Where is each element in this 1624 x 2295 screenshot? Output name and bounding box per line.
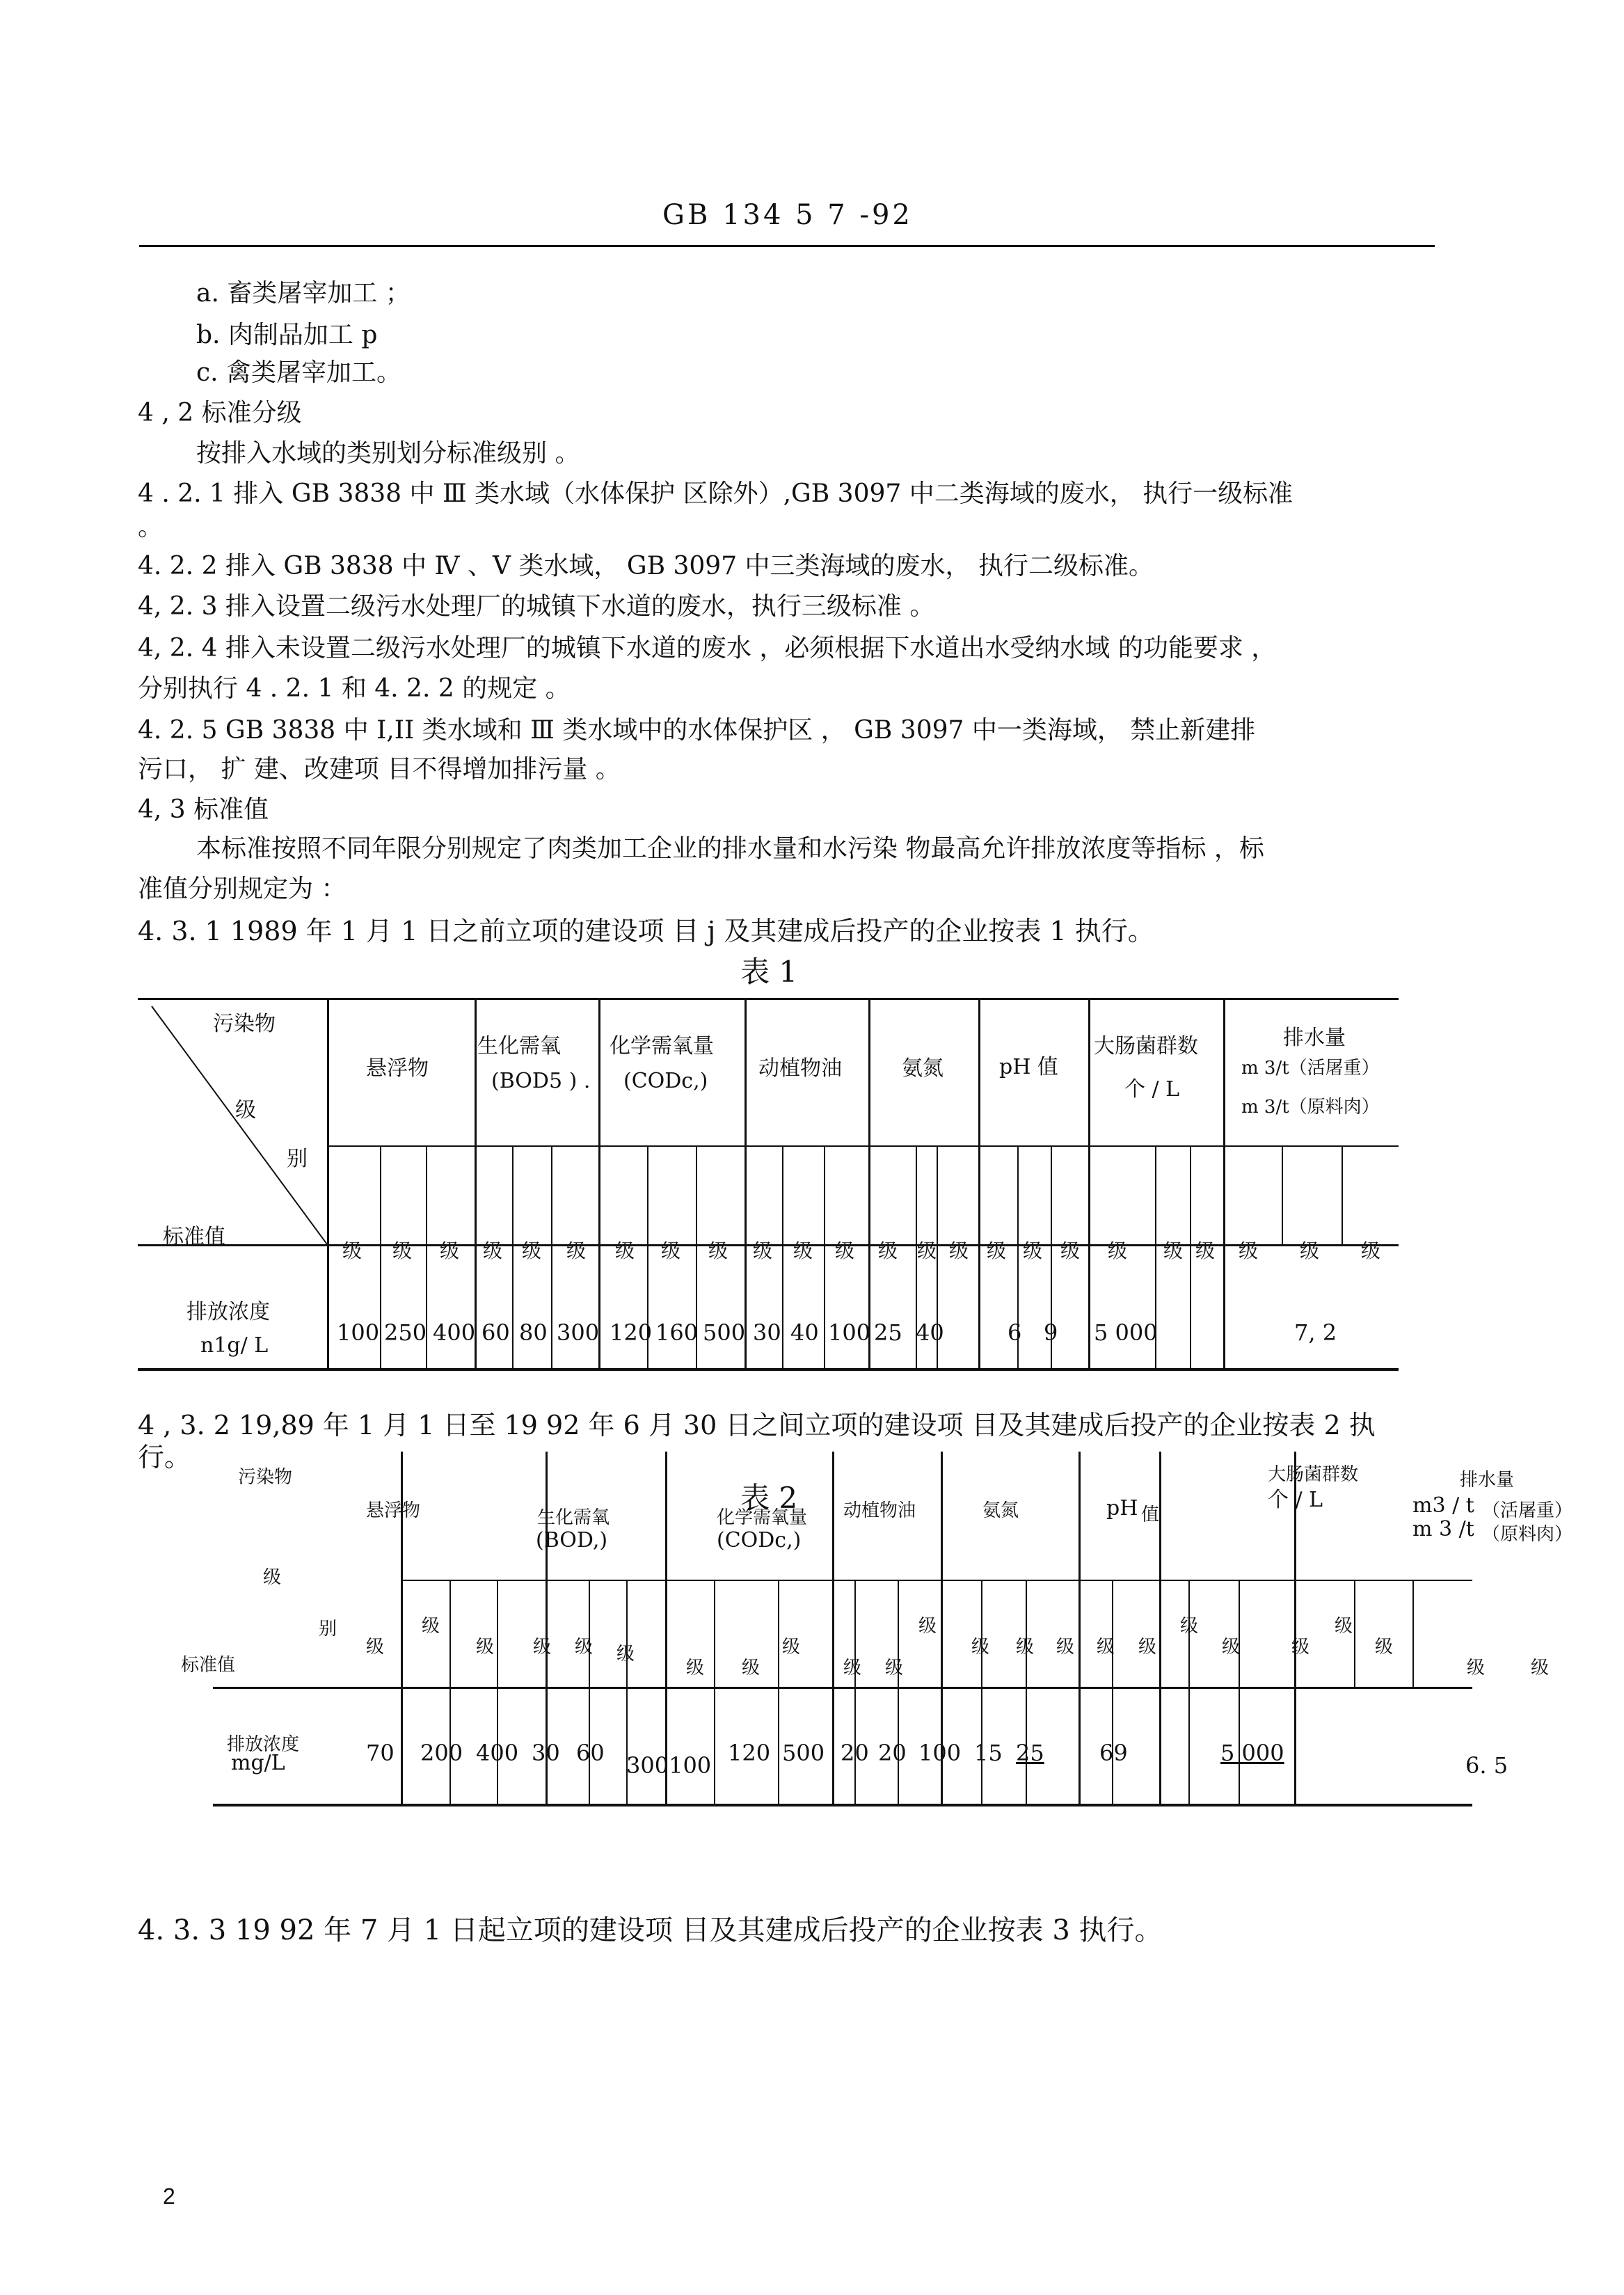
table1-vline [598,998,600,1369]
table2-grade: 级 [1467,1658,1486,1678]
table1-header-bod-unit: (BOD5 ) . [491,1069,591,1093]
section-4-2-body: 按排入水域的类别划分标准级别 。 [196,439,580,468]
table2-value-bod-2: 60 [576,1740,605,1766]
table1-header-drainage: 排水量 [1283,1026,1346,1050]
section-4-3-3: 4. 3. 3 19 92 年 7 月 1 日起立项的建设项 目及其建成后投产的企业按表 3 执行。 [138,1914,1163,1946]
table1-value-oil-2: 40 [790,1319,819,1346]
table2-value-ss-2: 200 [420,1740,463,1766]
table2-grade: 级 [616,1644,635,1665]
table1-value-coliform: 5 000 [1094,1319,1158,1346]
table2-header-drainage-meat: （原料肉） [1482,1524,1573,1545]
table2-grade: 级 [1375,1637,1394,1658]
table2-vline-minor [854,1581,856,1805]
table1-grade: 级 [1195,1239,1216,1262]
table2-vline-minor [589,1581,590,1805]
table1-value-ss-3: 400 [433,1319,476,1346]
table1-vline [1223,998,1225,1369]
table2-vline [1159,1452,1161,1805]
table1-value-ss-2: 250 [384,1319,427,1346]
table1-header-rule [327,1145,1399,1147]
table1-vline-minor [1282,1147,1283,1244]
table2-grade: 级 [971,1637,990,1658]
table2-header-ph-unit: 值 [1141,1504,1160,1525]
table2-value-ss-3: 400 [476,1740,519,1766]
section-4-2-5-line2: 污口， 扩 建、改建项 目不得增加排污量 。 [138,755,621,784]
table2-vline-minor [1112,1581,1113,1805]
table1-header-bod: 生化需氧 [477,1034,561,1058]
table1-header-cod-unit: (CODc,) [623,1069,708,1093]
table2-vline-minor [1412,1581,1414,1687]
section-4-3-body-line2: 准值分别规定为 ： [138,875,347,903]
table1-grade: 级 [1300,1239,1320,1262]
table2-value-bod-cod: 300100 [626,1752,712,1779]
section-4-3-2-line2: 行。 [138,1442,191,1472]
table1-grade: 级 [566,1239,587,1262]
table2-grade: 级 [366,1637,385,1658]
list-item-a: a. 畜类屠宰加工 ； [196,279,411,308]
table2-grade: 级 [742,1658,761,1678]
table1-grade: 级 [987,1239,1007,1262]
table1-value-nh-1: 25 [874,1319,902,1346]
table2-caption: 表 2 [740,1481,798,1515]
table1-vline [868,998,870,1369]
table1-corner-standard: 标准值 [163,1225,225,1249]
table2-corner-standard: 标准值 [181,1655,236,1676]
table2-value-oil-3: 100 [918,1740,962,1766]
table1-corner-pollutant: 污染物 [213,1012,276,1036]
document-code: GB 134 5 7 -92 [662,199,913,231]
table1-header-drainage-live: m 3/t（活屠重） [1241,1058,1380,1079]
table2-row-label: 排放浓度 [227,1734,300,1755]
table1-grade: 级 [1023,1239,1043,1262]
table1-vline [745,998,747,1369]
table1-vline-minor [824,1147,825,1369]
table1-header-coliform-unit: 个 / L [1124,1077,1180,1102]
table2-grade: 级 [686,1658,705,1678]
header-rule [139,245,1435,247]
table2-header-drainage: 排水量 [1460,1470,1515,1491]
list-item-b: b. 肉制品加工 p [196,321,378,349]
table1-grade: 级 [793,1239,813,1262]
table1-header-oil: 动植物油 [758,1056,842,1081]
table1-vline-minor [551,1147,552,1369]
table2-value-nh-2: 25 [1016,1740,1044,1766]
table2-vline-minor [1026,1581,1027,1805]
table2-value-bod-1: 30 [532,1740,560,1766]
table2-value-oil-2: 20 [878,1740,907,1766]
table1-row-label: 排放浓度 [186,1300,270,1324]
table1-row-unit: n1g/ L [200,1333,269,1358]
section-4-3-heading: 4, 3 标准值 [138,795,269,824]
table2-header-bod: 生化需氧 [537,1507,610,1528]
table1-vline-minor [512,1147,514,1369]
table1-grade: 级 [661,1239,681,1262]
section-4-2-2: 4. 2. 2 排入 GB 3838 中 Ⅳ 、Ⅴ 类水域， GB 3097 中三类海域的废水， 执行二级标准。 [138,552,1154,580]
table2-grade: 级 [1016,1637,1035,1658]
table2-grade: 级 [1097,1637,1115,1658]
table1-value-bod-2: 80 [519,1319,548,1346]
table2-grade: 级 [1222,1637,1241,1658]
table1-value-bod-3: 300 [557,1319,600,1346]
table1-caption: 表 1 [740,955,798,989]
section-4-2-4-line1: 4, 2. 4 排入未设置二级污水处理厂的城镇下水道的废水 ，必须根据下水道出水受纳水域 的功能要求 ， [138,634,1277,662]
table2-value-cod-3: 500 [782,1740,825,1766]
table2-header-ammonia: 氨氮 [982,1500,1019,1521]
table2-header-drainage-meat-unit: m 3 /t [1412,1517,1474,1541]
table1-header-ph: pH 值 [999,1055,1058,1079]
table2-grade: 级 [843,1658,862,1678]
table2-vline-minor [1354,1581,1355,1687]
table2-vline-minor [714,1581,715,1805]
table2-vline-minor [1239,1581,1240,1805]
table2-grade: 级 [1056,1637,1075,1658]
table2-vline-minor [981,1581,982,1805]
section-4-2-heading: 4 , 2 标准分级 [138,399,302,427]
table1-grade: 级 [522,1239,542,1262]
table1-vline-minor [1190,1147,1191,1369]
table2-corner-bie: 别 [319,1619,337,1639]
table1-value-drainage: 7, 2 [1294,1319,1337,1346]
section-4-3-body-line1: 本标准按照不同年限分别规定了肉类加工企业的排水量和水污染 物最高允许排放浓度等指标 ，标 [196,834,1264,863]
table2-value-cod-2: 120 [728,1740,771,1766]
table2-value-drainage: 6. 5 [1465,1752,1508,1779]
table1-header-drainage-meat: m 3/t（原料肉） [1241,1097,1380,1118]
table2-grade: 级 [533,1637,552,1658]
table1-vline-minor [1342,1147,1343,1244]
table1-value-cod-3: 500 [703,1319,746,1346]
table2-grade: 级 [1180,1616,1199,1637]
table2-grade: 级 [1138,1637,1157,1658]
table1-vline [978,998,980,1369]
table1-grade: 级 [615,1239,635,1262]
table2-vline [1078,1452,1081,1805]
table2-header-coliform-unit: 个 / L [1268,1488,1323,1512]
table1-corner-bie: 别 [287,1147,308,1171]
table2-value-nh-1: 15 [974,1740,1003,1766]
table1-value-oil-1: 30 [753,1319,781,1346]
table1-grade: 级 [483,1239,503,1262]
section-4-3-2-line1: 4 , 3. 2 19,89 年 1 月 1 日至 19 92 年 6 月 30 日之间立项的建设项 目及其建成后投产的企业按表 2 执 [138,1410,1376,1440]
table1-value-ss-1: 100 [337,1319,380,1346]
table2-grade: 级 [1335,1616,1353,1637]
table2-vline [832,1452,834,1805]
table2-grade: 级 [782,1637,801,1658]
table1-header-coliform: 大肠菌群数 [1094,1034,1198,1058]
table1-value-bod-1: 60 [481,1319,510,1346]
table1-vline-minor [380,1147,381,1369]
table1-value-ph-2: 9 [1044,1319,1058,1346]
table2-value-ph: 69 [1099,1740,1128,1766]
table2-header-cod: 化学需氧量 [717,1507,808,1528]
table1-grade: 级 [1060,1239,1081,1262]
table1-grade: 级 [1108,1239,1128,1262]
table1-corner-grade: 级 [235,1098,256,1122]
section-4-3-1: 4. 3. 1 1989 年 1 月 1 日之前立项的建设项 目 j 及其建成后投产的企业按表 1 执行。 [138,916,1154,946]
table1-grade: 级 [1239,1239,1259,1262]
table2-header-drainage-live-unit: m3 / t [1412,1493,1474,1518]
table2-header-cod-unit: (CODc,) [717,1528,802,1552]
table1-vline [1088,998,1090,1369]
section-4-2-1-cont: 。 [138,513,164,541]
table2-value-coliform: 5 000 [1220,1740,1284,1766]
table2-vline-minor [778,1581,779,1805]
table2-vline-minor [449,1581,451,1805]
section-4-2-1: 4 . 2. 1 排入 GB 3838 中 Ⅲ 类水域（水体保护 区除外）,GB 3097 中二类海域的废水， 执行一级标准 [138,479,1293,508]
table2-header-coliform: 大肠菌群数 [1268,1464,1359,1485]
table1-grade: 级 [708,1239,729,1262]
table2-header-drainage-live: （活屠重） [1482,1500,1573,1521]
table2-grade: 级 [885,1658,904,1678]
table1-grade: 级 [440,1239,460,1262]
section-4-2-3: 4, 2. 3 排入设置二级污水处理厂的城镇下水道的废水，执行三级标准 。 [138,592,935,621]
table1-value-oil-3: 100 [828,1319,871,1346]
table1-value-cod-1: 120 [610,1319,653,1346]
table1-grade: 级 [342,1239,363,1262]
table2-value-ss-1: 70 [366,1740,395,1766]
table1-grade: 级 [1163,1239,1184,1262]
section-4-2-5-line1: 4. 2. 5 GB 3838 中 I,II 类水域和 Ⅲ 类水域中的水体保护区 ， GB 3097 中一类海域， 禁止新建排 [138,716,1256,745]
table1-grade: 级 [917,1239,937,1262]
table1-grade: 级 [753,1239,773,1262]
table1-value-nh-2: 40 [916,1319,944,1346]
table2-grade: 级 [476,1637,495,1658]
table1-vline [327,998,329,1369]
section-4-2-4-line2: 分别执行 4 . 2. 1 和 4. 2. 2 的规定 。 [138,674,571,703]
table1-vline [475,998,477,1369]
table2-header-ph: pH [1106,1496,1138,1520]
table1-header-ss: 悬浮物 [366,1056,429,1081]
table1-grade: 级 [878,1239,898,1262]
table2-vline-minor [497,1581,498,1805]
table2-grade: 级 [1291,1637,1310,1658]
table2-corner-pollutant: 污染物 [238,1467,293,1488]
table2-grade: 级 [575,1637,594,1658]
table1-value-ph-1: 6 [1008,1319,1022,1346]
table1-vline-minor [782,1147,783,1369]
table1-value-cod-2: 160 [655,1319,699,1346]
table1-grade: 级 [1361,1239,1381,1262]
table2-grade: 级 [422,1616,440,1637]
table1-header-ammonia: 氨氮 [902,1056,944,1081]
table2-value-oil-1: 20 [841,1740,869,1766]
table2-header-rule [401,1580,1472,1581]
table2-corner-grade: 级 [263,1567,282,1588]
list-item-c: c. 禽类屠宰加工。 [196,358,402,387]
table2-grade: 级 [1531,1658,1550,1678]
table2-header-oil: 动植物油 [843,1500,916,1521]
table1-grade: 级 [392,1239,413,1262]
table2-vline-minor [898,1581,899,1805]
table2-grade: 级 [918,1616,937,1637]
table2-row-unit: mg/L [231,1751,285,1775]
table1-grade: 级 [949,1239,969,1262]
table2-header-bod-unit: (BOD,) [536,1528,608,1552]
table1-header-cod: 化学需氧量 [610,1034,714,1058]
table1-grade: 级 [835,1239,855,1262]
page-number: 2 [163,2184,175,2209]
table2-header-ss: 悬浮物 [366,1500,421,1521]
